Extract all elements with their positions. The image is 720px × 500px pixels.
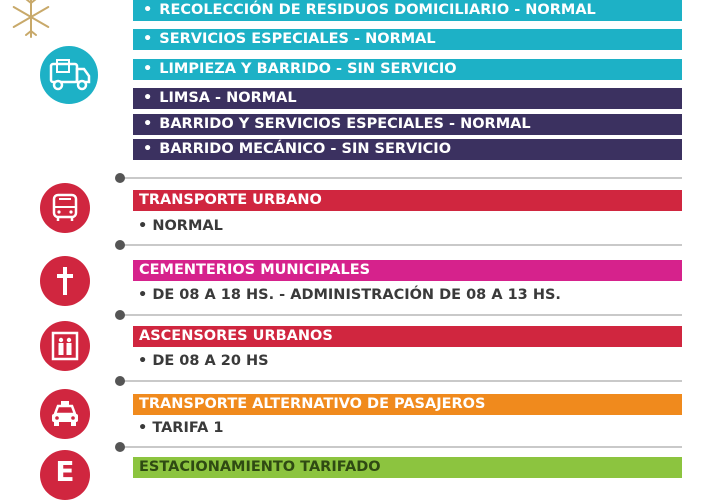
residuos-item-4: • LIMSA - NORMAL [133, 88, 682, 109]
residuos-item-6: • BARRIDO MECÁNICO - SIN SERVICIO [133, 139, 682, 160]
elevator-icon [40, 321, 90, 371]
section-title-cementerios: CEMENTERIOS MUNICIPALES [133, 260, 682, 281]
section-title-transporte-urbano: TRANSPORTE URBANO [133, 190, 682, 211]
parking-e-letter: E [55, 455, 75, 488]
residuos-item-label: BARRIDO MECÁNICO - SIN SERVICIO [159, 141, 452, 157]
residuos-item-1: • RECOLECCIÓN DE RESIDUOS DOMICILIARIO - NORMAL [133, 0, 682, 21]
residuos-item-2: • SERVICIOS ESPECIALES - NORMAL [133, 29, 682, 50]
section-detail-transporte-urbano: • NORMAL [138, 218, 223, 234]
residuos-item-5: • BARRIDO Y SERVICIOS ESPECIALES - NORMAL [133, 114, 682, 135]
taxi-icon [40, 389, 90, 439]
parking-e-icon [40, 450, 90, 500]
bus-icon [40, 183, 90, 233]
residuos-item-label: BARRIDO Y SERVICIOS ESPECIALES - NORMAL [159, 116, 531, 132]
section-detail-transporte-alternativo: • TARIFA 1 [138, 420, 224, 436]
divider [120, 177, 682, 179]
divider-dot [115, 310, 125, 320]
section-title-transporte-alternativo: TRANSPORTE ALTERNATIVO DE PASAJEROS [133, 394, 682, 415]
divider-dot [115, 442, 125, 452]
residuos-item-label: SERVICIOS ESPECIALES - NORMAL [159, 31, 436, 47]
divider-dot [115, 376, 125, 386]
snowflake-icon [8, 0, 54, 40]
divider [120, 314, 682, 316]
cross-icon [40, 256, 90, 306]
section-title-ascensores: ASCENSORES URBANOS [133, 326, 682, 347]
divider [120, 380, 682, 382]
divider [120, 244, 682, 246]
divider-dot [115, 240, 125, 250]
divider [120, 446, 682, 448]
section-detail-ascensores: • DE 08 A 20 HS [138, 353, 269, 369]
garbage-truck-icon [40, 46, 98, 104]
residuos-item-3: • LIMPIEZA Y BARRIDO - SIN SERVICIO [133, 59, 682, 80]
section-detail-cementerios: • DE 08 A 18 HS. - ADMINISTRACIÓN DE 08 A 13 HS. [138, 287, 561, 303]
residuos-item-label: LIMPIEZA Y BARRIDO - SIN SERVICIO [159, 61, 457, 77]
divider-dot [115, 173, 125, 183]
residuos-item-label: RECOLECCIÓN DE RESIDUOS DOMICILIARIO - NORMAL [159, 2, 596, 18]
section-title-estacionamiento: ESTACIONAMIENTO TARIFADO [133, 457, 682, 478]
residuos-item-label: LIMSA - NORMAL [159, 90, 297, 106]
